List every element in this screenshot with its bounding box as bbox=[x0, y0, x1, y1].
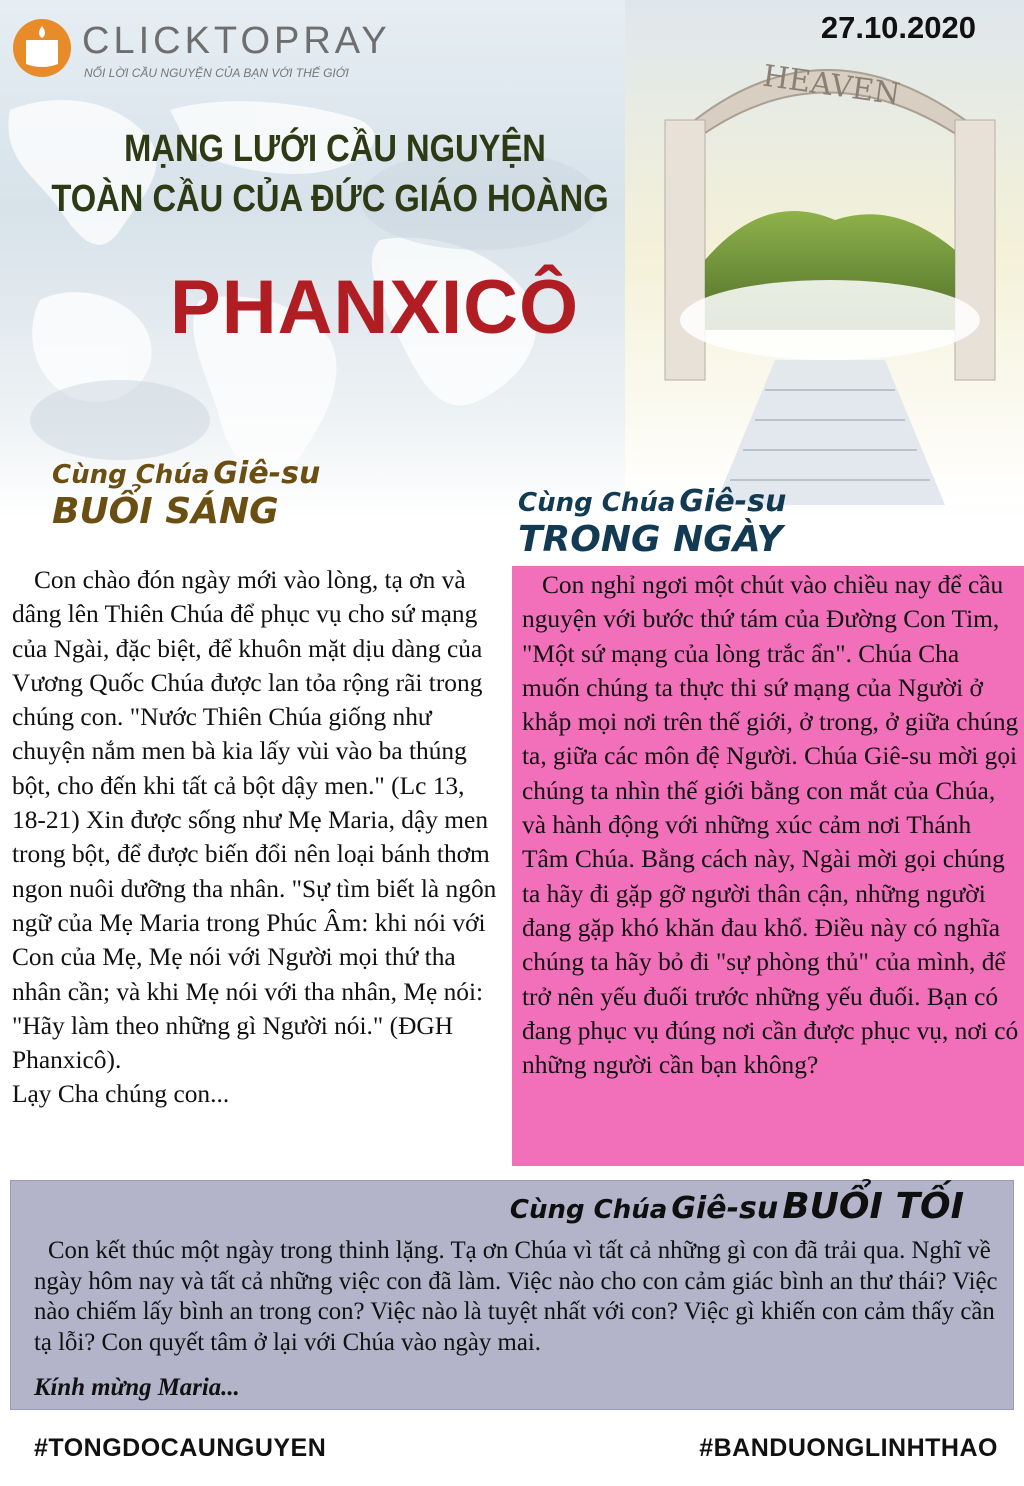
day-heading-name: Giê-su bbox=[679, 484, 787, 519]
headline-line-1: MẠNG LƯỚI CẦU NGUYỆN bbox=[124, 128, 546, 170]
evening-text-block bbox=[34, 1236, 1006, 1358]
hashtag-left[interactable]: #TONGDOCAUNGUYEN bbox=[34, 1434, 327, 1462]
hashtag-right[interactable]: #BANDUONGLINHTHAO bbox=[699, 1434, 998, 1462]
morning-text: Con chào đón ngày mới vào lòng, tạ ơn và dâng lên Thiên Chúa để phục vụ cho sứ mạng của Ngài, đặc biệt, để khuôn mặt dịu dàng của Vương Quốc Chúa được lan tỏa rộng rãi trong chúng con. "Nước Thiên Chúa giống như chuyện nắm men bà kia lấy vùi vào ba thúng bột, cho đến khi tất cả bột dậy men." (Lc 13, 18-21) Xin được sống như Mẹ Maria, dậy men trong bột, để được biến đổi nên loại bánh thơm ngon nuôi dưỡng tha nhân. "Sự tìm biết là ngôn ngữ của Mẹ Maria trong Phúc Âm: khi nói với Con của Mẹ, Mẹ nói với Người mọi thứ tha nhân cần; và khi Mẹ nói với tha nhân, Mẹ nói: "Hãy làm theo những gì Người nói." (ĐGH Phanxicô). bbox=[12, 566, 497, 1075]
day-heading bbox=[518, 484, 786, 560]
heaven-gate-illustration bbox=[625, 0, 1024, 505]
morning-text-block bbox=[12, 563, 498, 1112]
morning-heading-title: BUỔI SÁNG bbox=[52, 491, 279, 532]
day-text: Con nghỉ ngơi một chút vào chiều nay để cầu nguyện với bước thứ tám của Đường Con Tim, "Một sứ mạng của lòng trắc ẩn". Chúa Cha muốn chúng ta thực thi sứ mạng của Người ở khắp mọi nơi trên thế giới, ở trong, ở giữa chúng ta, giữa các môn đệ Người. Chúa Giê-su mời gọi chúng ta nhìn thế giới bằng con mắt của Chúa, và hành động với những xúc cảm nơi Thánh Tâm Chúa. Bằng cách này, Ngài mời gọi chúng ta hãy đi gặp gỡ người thân cận, những người đang gặp khó khăn đau khổ. Điều này có nghĩa chúng ta hãy bỏ đi "sự phòng thủ" của mình, để trở nên yếu đuối trước những yếu đuối. Bạn có đang phục vụ đúng nơi cần được phục vụ, nơi có những người cần bạn không? bbox=[522, 571, 1019, 1080]
publication-date: 27.10.2020 bbox=[820, 10, 976, 45]
logo-title: CLICKTOPRAY bbox=[82, 20, 391, 62]
morning-heading bbox=[52, 456, 320, 532]
evening-heading-name: Giê-su bbox=[671, 1191, 779, 1226]
candle-icon bbox=[12, 18, 72, 78]
evening-heading bbox=[510, 1186, 964, 1227]
pope-name: PHANXICÔ bbox=[170, 265, 580, 350]
day-heading-lead: Cùng Chúa bbox=[518, 488, 676, 518]
evening-text: Con kết thúc một ngày trong thinh lặng. Tạ ơn Chúa vì tất cả những gì con đã trải qua. Nghĩ về ngày hôm nay và tất cả những việc con đã làm. Việc nào cho con cảm giác bình an thư thái? Việc nào chiếm lấy bình an trong con? Việc nào là tuyệt nhất với con? Việc gì khiến con cảm thấy cần tạ lỗi? Con quyết tâm ở lại với Chúa vào ngày mai. bbox=[34, 1237, 998, 1356]
evening-closing: Kính mừng Maria... bbox=[34, 1374, 240, 1401]
evening-heading-title: BUỔI TỐI bbox=[782, 1186, 964, 1227]
clicktopray-logo[interactable] bbox=[12, 14, 391, 84]
morning-closing: Lạy Cha chúng con... bbox=[12, 1080, 230, 1109]
headline-line-2: TOÀN CẦU CỦA ĐỨC GIÁO HOÀNG bbox=[51, 178, 609, 220]
day-text-block bbox=[522, 568, 1020, 1082]
day-heading-title: TRONG NGÀY bbox=[518, 519, 783, 560]
morning-heading-lead: Cùng Chúa bbox=[52, 460, 210, 490]
morning-heading-name: Giê-su bbox=[213, 456, 321, 491]
heaven-sign-text: HEAVEN bbox=[760, 58, 903, 113]
logo-tagline: NỐI LỜI CẦU NGUYỆN CỦA BẠN VỚI THẾ GIỚI bbox=[84, 66, 349, 80]
evening-heading-lead: Cùng Chúa bbox=[509, 1195, 668, 1225]
